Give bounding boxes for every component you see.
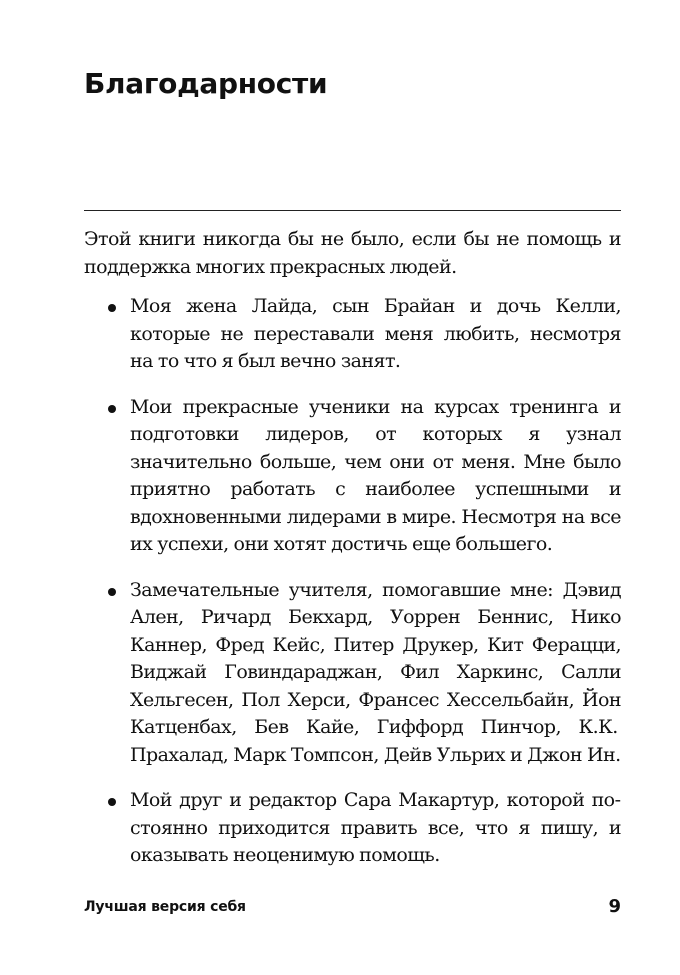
list-item-text: Замечательные учителя, помогавшие мне: Дэвид Ален, Ричард Бекхард, Уоррен Беннис, Нико Каннер, Фред Кейс, Питер Друкер, Кит Ферацци, Виджай Говиндараджан, Фил Харкинс, Салли Хельгесен, Пол Херси, Франсес Хессельбайн, Йон Катценбах, Бев Кайе, Гиффорд Пинчор, К.К. Прахалад, Марк Томпсон, Дейв Ульрих и Джон Ин. [130,578,621,766]
list-item-text: Мои прекрасные ученики на курсах тренинга и подготовки лидеров, от которых я узнал значительно больше, чем они от меня. Мне было приятно работать с наиболее успешными и вдохновенными лидерами в мире. Несмотря на все их успехи, они хотят достичь еще большего. [130,395,621,555]
bullet-icon [108,304,116,312]
list-item-text: Мой друг и редактор Сара Макартур, которой постоянно приходится править все, что я пишу, и оказывать неоценимую помощь. [130,789,621,866]
list-item [84,293,621,376]
list-item [84,577,621,770]
bullet-icon [108,405,116,413]
acknowledgements-list [84,293,621,870]
list-item [84,787,621,870]
page-number: 9 [608,896,621,917]
list-item-text: Моя жена Лайда, сын Брайан и дочь Келли, которые не переставали меня любить, несмотря на то что я был вечно занят. [130,295,621,372]
intro-paragraph: Этой книги никогда бы не было, если бы не помощь и поддержка многих прекрасных людей. [84,228,621,278]
bullet-icon [108,588,116,596]
body-text [84,226,621,888]
list-item [84,394,621,559]
bullet-icon [108,798,116,806]
heading-divider [84,210,621,211]
running-footer-book-title: Лучшая версия себя [84,899,246,915]
page-title: Благодарности [84,67,328,100]
